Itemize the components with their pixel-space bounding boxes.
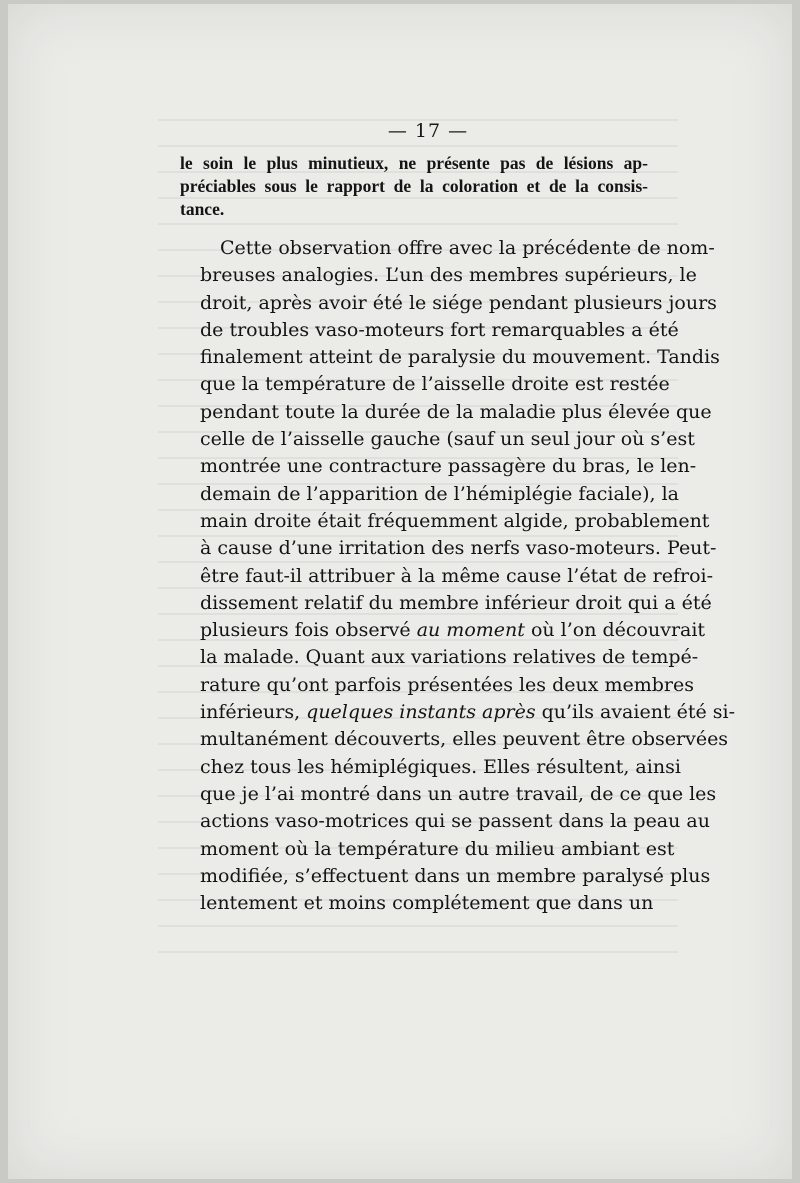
continued-paragraph — [180, 152, 648, 221]
text-line: de troubles vaso-moteurs fort remarquables a été — [200, 318, 679, 341]
text-line: main droite était fréquemment algide, probablement — [200, 509, 710, 532]
text-line: que la température de l’aisselle droite est restée — [200, 373, 670, 396]
text-line: chez tous les hémiplégiques. Elles résultent, ainsi — [200, 755, 681, 778]
text-fragment: plusieurs fois observé — [200, 619, 417, 642]
text-line: moment où la température du milieu ambiant est — [200, 837, 675, 860]
text-line: demain de l’apparition de l’hémiplégie faciale), la — [200, 482, 679, 505]
text-line: actions vaso-motrices qui se passent dans la peau au — [200, 810, 710, 833]
text-line: pendant toute la durée de la maladie plus élevée que — [200, 400, 712, 423]
text-line-italic-phrase — [180, 699, 736, 726]
text-line-italic-phrase — [180, 617, 706, 644]
text-line: dissement relatif du membre inférieur droit qui a été — [200, 591, 712, 614]
text-line: être faut-il attribuer à la même cause l’état de refroi- — [200, 564, 714, 587]
text-line: montrée une contracture passagère du bras, le len- — [200, 455, 697, 478]
page-text — [180, 152, 736, 917]
text-line: lentement et moins complétement que dans un — [200, 892, 654, 915]
text-line: Cette observation offre avec la précédente de nom- — [220, 237, 715, 259]
text-line: celle de l’aisselle gauche (sauf un seul jour où s’est — [200, 428, 695, 451]
text-line: à cause d’une irritation des nerfs vaso-moteurs. Peut- — [200, 537, 717, 560]
text-line: finalement atteint de paralysie du mouvement. Tandis — [200, 346, 720, 369]
main-paragraph — [180, 235, 736, 917]
text-fragment: qu’ils avaient été si- — [535, 701, 736, 724]
text-line: que je l’ai montré dans un autre travail, de ce que les — [200, 782, 717, 805]
text-fragment: où l’on découvrait — [524, 619, 706, 642]
text-line: le soin le plus minutieux, ne présente pas de lésions ap- — [180, 153, 648, 173]
italic-phrase: quelques instants après — [306, 701, 536, 724]
book-page — [8, 4, 792, 1179]
text-line: rature qu’ont parfois présentées les deux membres — [200, 673, 695, 696]
text-line: tance. — [180, 199, 225, 219]
text-line: breuses analogies. L’un des membres supérieurs, le — [200, 264, 697, 287]
text-line: droit, après avoir été le siége pendant plusieurs jours — [200, 291, 717, 314]
text-line: modifiée, s’effectuent dans un membre paralysé plus — [200, 864, 711, 887]
italic-phrase: au moment — [416, 619, 525, 642]
page-number-header: — 17 — — [387, 120, 469, 142]
text-line: multanément découverts, elles peuvent être observées — [200, 728, 729, 751]
text-line: préciables sous le rapport de la coloration et de la consis- — [180, 176, 648, 196]
text-line: la malade. Quant aux variations relatives de tempé- — [200, 646, 699, 669]
text-fragment: inférieurs, — [200, 701, 307, 724]
